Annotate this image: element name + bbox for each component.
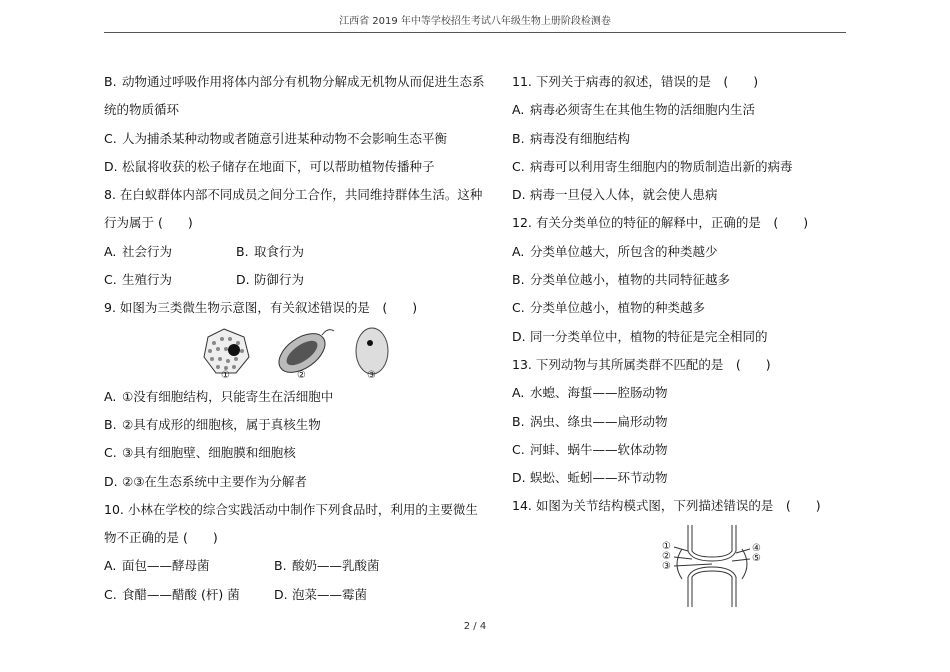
- figure-label-2: ②: [297, 369, 306, 381]
- q11-option-b: B. 病毒没有细胞结构: [512, 130, 631, 146]
- q7-option-c: C. 人为捕杀某种动物或者随意引进某种动物不会影响生态平衡: [104, 130, 448, 146]
- joint-figure: [512, 521, 852, 611]
- q8-stem: 8. 在白蚁群体内部不同成员之间分工合作，共同维持群体生活。这种: [104, 187, 483, 203]
- joint-label-1: ①: [662, 540, 671, 552]
- left-column: [104, 68, 485, 609]
- virus-illustration: [204, 329, 249, 373]
- q8-options-ab: A. 社会行为 B. 取食行为: [104, 243, 305, 259]
- q8-stem-cont: 行为属于 ( ): [104, 215, 193, 231]
- q11-option-a: A. 病毒必须寄生在其他生物的活细胞内生活: [512, 102, 756, 118]
- figure-label-1: ①: [221, 369, 230, 381]
- q9-option-d: D. ②③在生态系统中主要作为分解者: [104, 473, 307, 489]
- q11-option-d: D. 病毒一旦侵入人体，就会使人患病: [512, 187, 718, 203]
- q8-option-c: 生殖行为: [122, 272, 173, 288]
- q9-option-a: A. ①没有细胞结构，只能寄生在活细胞中: [104, 388, 334, 404]
- q13-option-c: C. 河蚌、蜗牛——软体动物: [512, 441, 668, 457]
- q13-option-b: B. 涡虫、绦虫——扁形动物: [512, 413, 668, 429]
- q10-stem-cont: 物不正确的是 ( ): [104, 530, 218, 546]
- q13-option-d: D. 蜈蚣、蚯蚓——环节动物: [512, 470, 668, 486]
- q8-options-cd: C. 生殖行为 D. 防御行为: [104, 272, 305, 288]
- q10-option-b: 酸奶——乳酸菌: [292, 558, 380, 574]
- q7-option-b: B. 动物通过呼吸作用将体内部分有机物分解成无机物从而促进生态系: [104, 74, 485, 89]
- joint-label-4: ④: [752, 542, 761, 554]
- q11-option-c: C. 病毒可以利用寄生细胞内的物质制造出新的病毒: [512, 158, 793, 174]
- q13-stem: 13. 下列动物与其所属类群不匹配的是 ( ): [512, 356, 771, 372]
- q10-options-ab: A. 面包——酵母菌 B. 酸奶——乳酸菌: [104, 558, 380, 574]
- microbe-figure: [104, 323, 474, 383]
- q11-stem: 11. 下列关于病毒的叙述，错误的是 ( ): [512, 74, 759, 89]
- q12-option-d: D. 同一分类单位中，植物的特征是完全相同的: [512, 328, 768, 344]
- page-number: 2 / 4: [463, 621, 487, 632]
- q7-option-b-cont: 统的物质循环: [104, 102, 180, 118]
- page-header: 江西省 2019 年中等学校招生考试八年级生物上册阶段检测卷: [104, 14, 846, 33]
- q14-stem: 14. 如图为关节结构模式图，下列描述错误的是 ( ): [512, 498, 821, 514]
- q9-option-c: C. ③具有细胞壁、细胞膜和细胞核: [104, 445, 296, 461]
- joint-label-3: ③: [662, 560, 671, 572]
- q10-option-a: 面包——酵母菌: [122, 558, 210, 574]
- q12-option-a: A. 分类单位越大，所包含的种类越少: [512, 243, 718, 259]
- q8-option-d: 防御行为: [254, 272, 305, 288]
- q12-option-c: C. 分类单位越小，植物的种类越多: [512, 300, 706, 316]
- figure-label-3: ③: [367, 369, 376, 381]
- right-column: [512, 68, 852, 611]
- q10-stem: 10. 小林在学校的综合实践活动中制作下列食品时，利用的主要微生: [104, 501, 478, 517]
- q10-options-cd: C. 食醋——醋酸 (杆) 菌 D. 泡菜——霉菌: [104, 586, 368, 602]
- q8-option-b: 取食行为: [254, 243, 305, 259]
- joint-label-5: ⑤: [752, 552, 761, 564]
- q10-option-d: 泡菜——霉菌: [292, 586, 368, 602]
- fungus-cell-illustration: [356, 328, 388, 374]
- q8-option-a: 社会行为: [122, 243, 173, 259]
- joint-label-2: ②: [662, 550, 671, 562]
- q7-option-d: D. 松鼠将收获的松子储存在地面下，可以帮助植物传播种子: [104, 158, 435, 174]
- q9-stem: 9. 如图为三类微生物示意图，有关叙述错误的是 ( ): [104, 300, 418, 316]
- q13-option-a: A. 水螅、海蜇——腔肠动物: [512, 385, 668, 401]
- q10-option-c: 食醋——醋酸 (杆) 菌: [122, 586, 240, 602]
- q12-option-b: B. 分类单位越小，植物的共同特征越多: [512, 272, 731, 288]
- q9-option-b: B. ②具有成形的细胞核，属于真核生物: [104, 416, 321, 432]
- q12-stem: 12. 有关分类单位的特征的解释中，正确的是 ( ): [512, 215, 809, 231]
- microbe-diagram: [104, 323, 474, 383]
- joint-diagram: [512, 521, 852, 611]
